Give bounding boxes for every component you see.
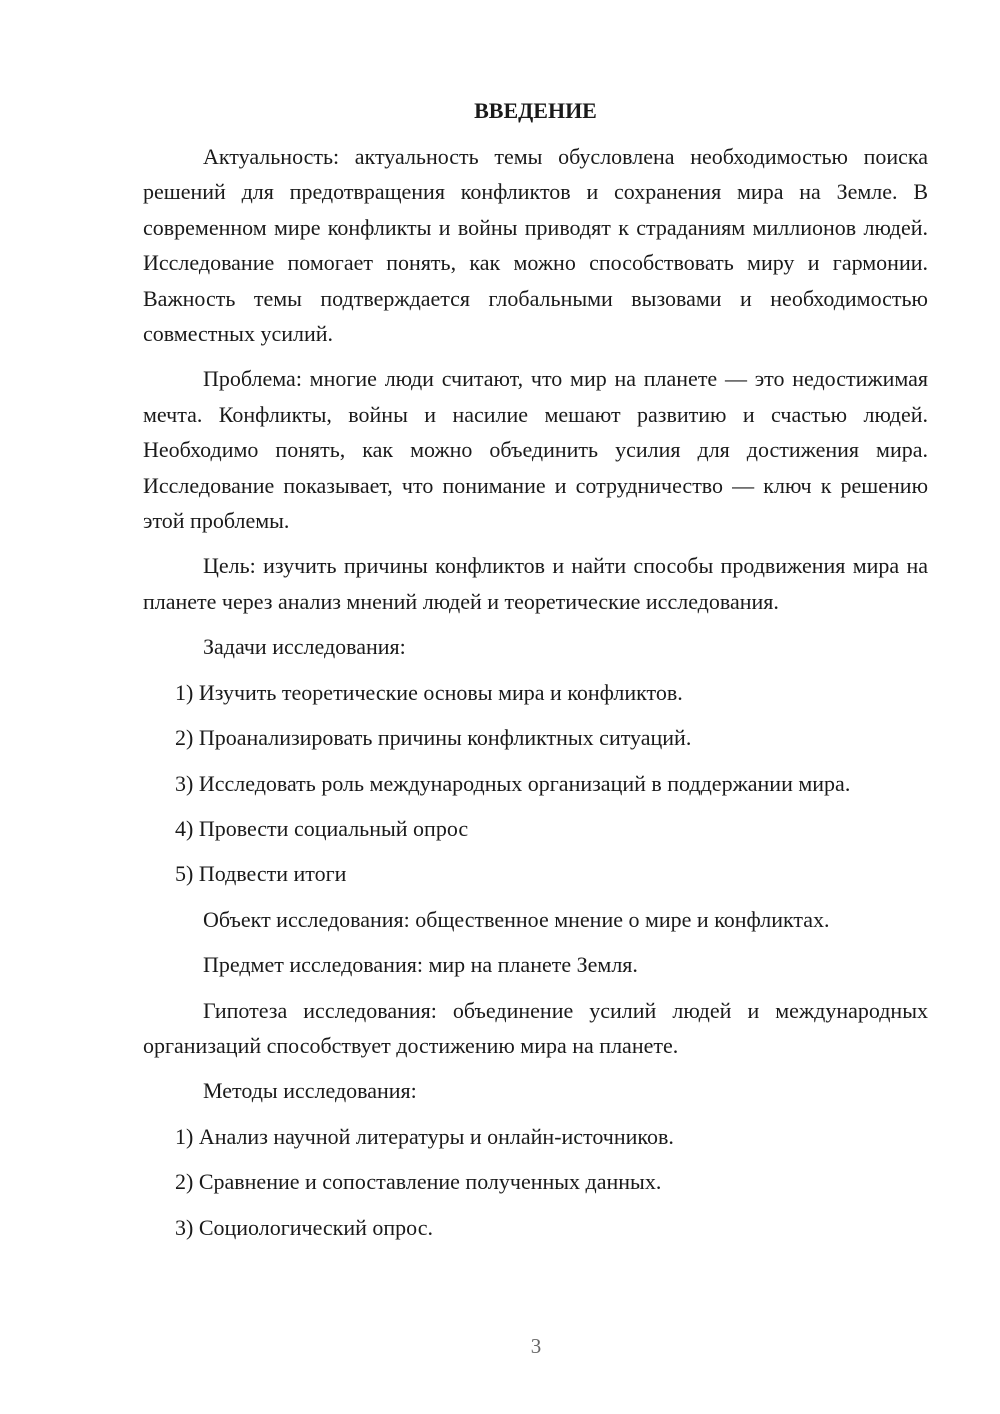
subject-paragraph: Предмет исследования: мир на планете Земля. (203, 952, 638, 978)
task-item-2: 2) Проанализировать причины конфликтных ситуаций. (175, 725, 692, 751)
methods-heading: Методы исследования: (203, 1078, 417, 1104)
relevance-paragraph: Актуальность: актуальность темы обусловлена необходимостью поиска решений для предотвращения конфликтов и сохранения мира на Земле. В современном мире конфликты и войны приводят к страданиям миллионов людей. Исследование помогает понять, как можно способствовать миру и гармонии. Важность темы подтверждается глобальными вызовами и необходимостью совместных усилий. (143, 144, 928, 347)
page-number: 3 (530, 1334, 542, 1358)
task-item-1: 1) Изучить теоретические основы мира и конфликтов. (175, 679, 683, 705)
task-item-5: 5) Подвести итоги (175, 861, 347, 887)
tasks-heading: Задачи исследования: (203, 634, 406, 660)
method-item-2: 2) Сравнение и сопоставление полученных данных. (175, 1169, 662, 1195)
task-item-4: 4) Провести социальный опрос (175, 815, 469, 841)
goal-paragraph: Цель: изучить причины конфликтов и найти способы продвижения мира на планете через анализ мнений людей и теоретические исследования. (143, 553, 928, 614)
section-title: ВВЕДЕНИЕ (474, 98, 597, 123)
document-content (143, 96, 928, 1245)
task-item-3: 3) Исследовать роль международных организаций в поддержании мира. (175, 770, 851, 796)
method-item-1: 1) Анализ научной литературы и онлайн-источников. (175, 1123, 674, 1149)
problem-paragraph: Проблема: многие люди считают, что мир на планете — это недостижимая мечта. Конфликты, войны и насилие мешают развитию и счастью людей. Необходимо понять, как можно объединить усилия для достижения мира. Исследование показывает, что понимание и сотрудничество — ключ к решению этой проблемы. (143, 366, 928, 534)
hypothesis-paragraph: Гипотеза исследования: объединение усилий людей и международных организаций способствует достижению мира на планете. (143, 997, 928, 1058)
method-item-3: 3) Социологический опрос. (175, 1214, 433, 1240)
object-paragraph: Объект исследования: общественное мнение о мире и конфликтах. (203, 906, 830, 932)
